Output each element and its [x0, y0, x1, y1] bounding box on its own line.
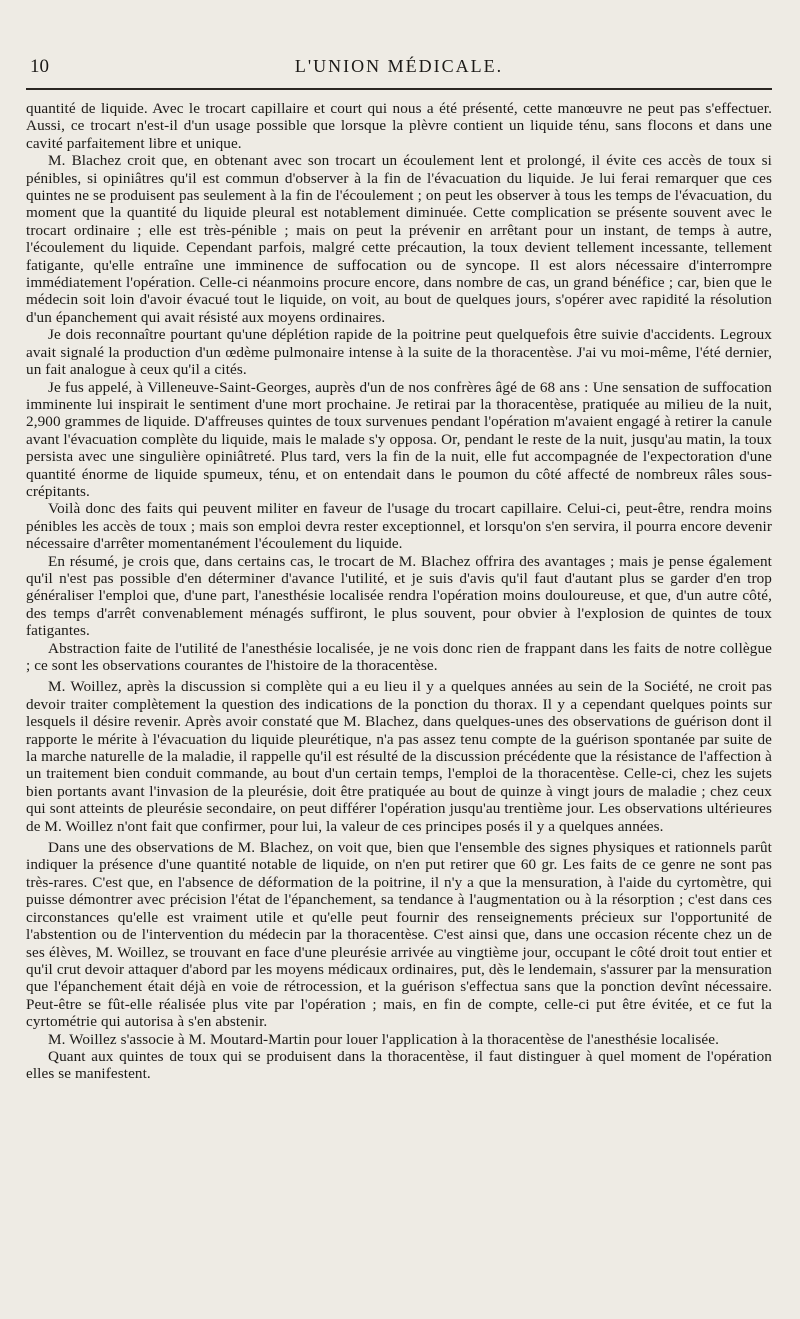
header-rule	[26, 88, 772, 90]
paragraph: Je dois reconnaître pourtant qu'une déplétion rapide de la poitrine peut quelquefois être suivie d'accidents. Legroux avait signalé la production d'un œdème pulmonaire intense à la suite de la thoracentèse. J'ai vu moi-même, l'été dernier, un fait analogue à ceux qu'il a cités.	[26, 326, 772, 379]
paragraph: Voilà donc des faits qui peuvent militer en faveur de l'usage du trocart capillaire. Celui-ci, peut-être, rendra moins pénibles les accès de toux ; mais son emploi devra rester exceptionnel, et lorsqu'on s'en servira, il pourra encore devenir nécessaire d'arrêter momentanément l'écoulement du liquide.	[26, 500, 772, 553]
paragraph: Abstraction faite de l'utilité de l'anesthésie localisée, je ne vois donc rien de frappant dans les faits de notre collègue ; ce sont les observations courantes de l'histoire de la thoracentèse.	[26, 639, 772, 674]
paragraph: En résumé, je crois que, dans certains cas, le trocart de M. Blachez offrira des avantages ; mais je pense également qu'il n'est pas possible d'en déterminer d'avance l'utilité, et je suis d'avis qu'il faut d'autant plus se garder d'en trop généraliser l'emploi que, d'une part, l'anesthésie localisée rendra l'opération moins douloureuse, et que, d'un autre côté, des temps d'arrêt convenablement ménagés suffiront, le plus souvent, pour obvier à l'explosion de quintes de toux fatigantes.	[26, 552, 772, 640]
article-body	[26, 100, 772, 1083]
paragraph: Je fus appelé, à Villeneuve-Saint-Georges, auprès d'un de nos confrères âgé de 68 ans : Une sensation de suffocation imminente lui inspirait le sentiment d'une mort prochaine. Je retirai par la thoracentèse, pratiquée au milieu de la nuit, 2,900 grammes de liquide. D'affreuses quintes de toux survenues pendant l'opération m'avaient engagé à retirer la canule avant l'évacuation complète du liquide, mais le malade s'y opposa. Or, pendant le reste de la nuit, jusqu'au matin, la toux persista avec une singulière opiniâtreté. Plus tard, vers la fin de la nuit, elle fut accompagnée de l'expectoration d'une quantité énorme de liquide spumeux, ténu, et on entendait dans le poumon du côté affecté de nombreux râles sous-crépitants.	[26, 378, 772, 500]
paragraph: quantité de liquide. Avec le trocart capillaire et court qui nous a été présenté, cette manœuvre ne peut pas s'effectuer. Aussi, ce trocart n'est-il d'un usage possible que lorsque la plèvre contient un liquide ténu, sans flocons et dans une cavité parfaitement libre et unique.	[26, 100, 772, 152]
page-header	[26, 54, 772, 84]
page-number: 10	[30, 56, 49, 77]
running-head: L'UNION MÉDICALE.	[294, 56, 504, 76]
paragraph: M. Woillez s'associe à M. Moutard-Martin pour louer l'application à la thoracentèse de l'anesthésie localisée.	[48, 1030, 719, 1048]
paragraph: Dans une des observations de M. Blachez, on voit que, bien que l'ensemble des signes physiques et rationnels parût indiquer la présence d'une quantité notable de liquide, on n'en put retirer que 60 gr. Les faits de ce genre ne sont pas très-rares. C'est que, en l'absence de déformation de la poitrine, il n'y a que la mensuration, à l'aide du cyrtomètre, qui puisse démontrer avec précision l'état de l'épanchement, sa tendance à l'augmentation ou à la résorption ; c'est dans ces circonstances qu'elle est vraiment utile et qu'elle peut fournir des renseignements précieux sur l'opportunité de l'abstention ou de l'intervention du médecin par la thoracentèse. C'est ainsi que, dans une occasion récente chez un de ses élèves, M. Woillez, se trouvant en face d'une pleurésie arrivée au vingtième jour, occupant le côté droit tout entier et qu'il crut devoir attaquer d'abord par les moyens médicaux ordinaires, put, dès le lendemain, s'assurer par la mensuration que l'épanchement était déjà en voie de rétrocession, et la guérison s'effectua sans que la ponction devînt nécessaire. Peut-être se fût-elle réalisée plus vite par l'opération ; mais, en fin de compte, celle-ci put être évitée, et ce fut la cyrtométrie qui autorisa à s'en abstenir.	[26, 839, 772, 1031]
paragraph: M. Woillez, après la discussion si complète qui a eu lieu il y a quelques années au sein de la Société, ne croit pas devoir traiter complètement la question des indications de la ponction du thorax. Il y a cependant quelques points sur lesquels il désire revenir. Après avoir constaté que M. Blachez, dans quelques-unes des observations de guérison dont il rapporte le mérite à l'évacuation du liquide pleurétique, n'a pas assez tenu compte de la guérison spontanée par suite de la marche naturelle de la maladie, il rappelle qu'il est résulté de la discussion précédente que la résistance de l'affection à un traitement bien conduit commande, au bout d'un certain temps, l'emploi de la thoracentèse. Celle-ci, chez les sujets bien portants avant l'invasion de la pleurésie, doit être pratiquée au bout de quinze à vingt jours de maladie ; chez ceux qui sont atteints de pleurésie secondaire, on peut différer l'opération jusqu'au trentième jour. Les observations ultérieures de M. Woillez n'ont fait que confirmer, pour lui, la valeur de ces principes posés il y a quelques années.	[26, 678, 772, 835]
paragraph: Quant aux quintes de toux qui se produisent dans la thoracentèse, il faut distinguer à quel moment de l'opération elles se manifestent.	[26, 1047, 772, 1083]
paragraph: M. Blachez croit que, en obtenant avec son trocart un écoulement lent et prolongé, il évite ces accès de toux si pénibles, si opiniâtres qu'il est commun d'observer à la fin de l'évacuation du liquide. Je lui ferai remarquer que ces quintes ne se produisent pas seulement à la fin de l'écoulement ; on peut les observer à tous les temps de l'évacuation, du moment que la quantité du liquide pleural est notablement diminuée. Cette complication se présente souvent avec le trocart ordinaire ; elle est très-pénible ; mais on peut la prévenir en arrêtant pour un instant, de temps à autre, l'écoulement du liquide. Cependant parfois, malgré cette précaution, la toux devient tellement incessante, tellement fatigante, qu'elle entraîne une imminence de suffocation ou de syncope. Il est alors nécessaire d'interrompre immédiatement l'opération. Celle-ci néanmoins procure encore, dans nombre de cas, un grand bénéfice ; car, bien que le médecin soit loin d'avoir évacué tout le liquide, on voit, au bout de quelques jours, s'opérer avec rapidité la résolution d'un épanchement qui avait résisté aux moyens ordinaires.	[26, 152, 772, 326]
